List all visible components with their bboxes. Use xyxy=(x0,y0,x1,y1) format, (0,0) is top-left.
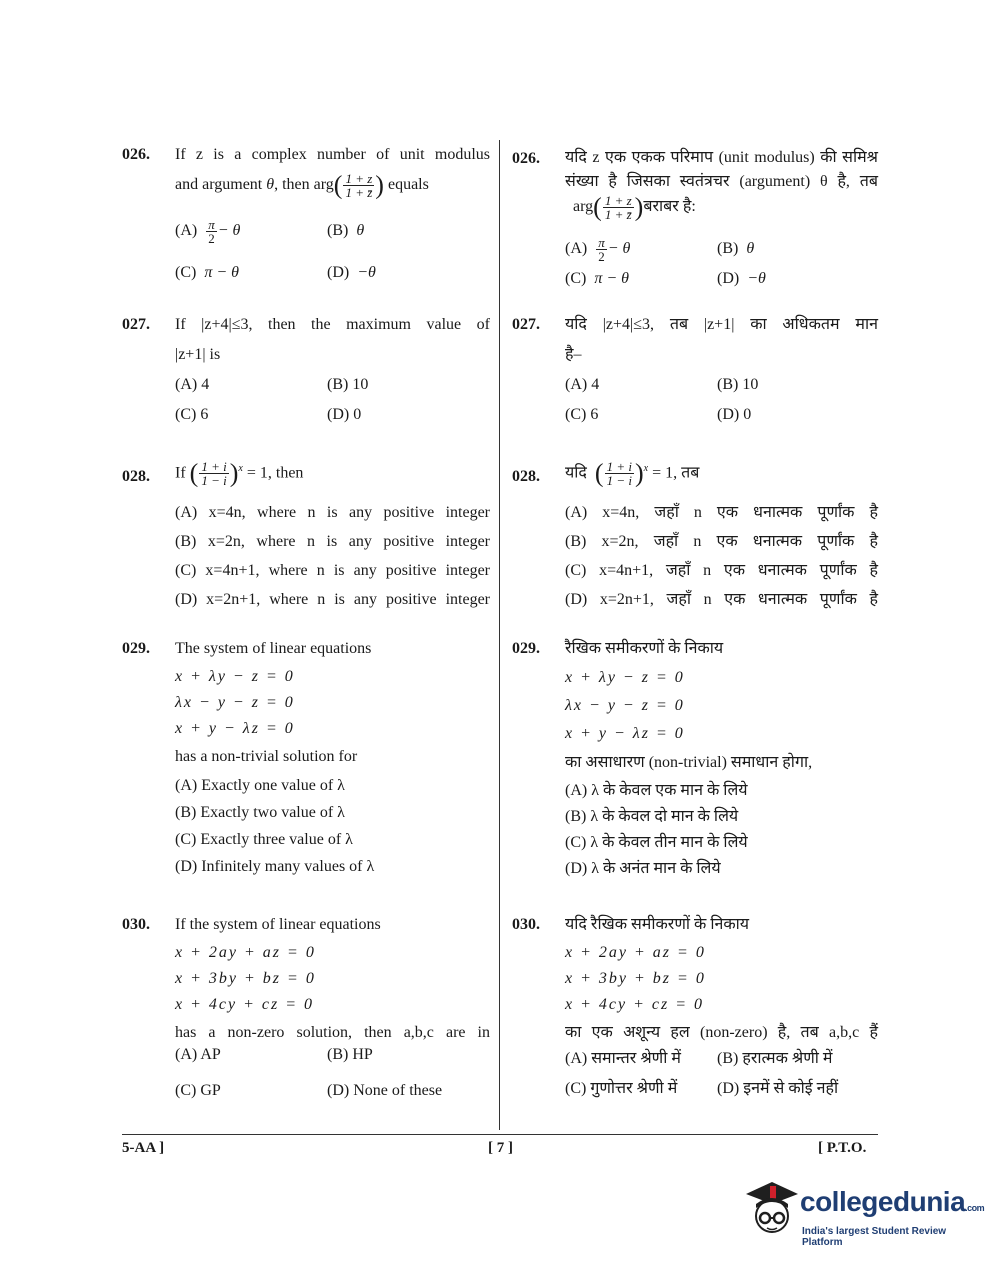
option-d: (D) Infinitely many values of λ xyxy=(175,858,375,875)
column-divider xyxy=(499,140,500,1130)
question-number: 027. xyxy=(122,316,150,333)
option-d: (D) x=2n+1, where n is any positive integer xyxy=(175,591,490,608)
option-a: (A) 4 xyxy=(565,376,600,393)
equation-1: x + λy − z = 0 xyxy=(565,669,685,686)
equation-1: x + λy − z = 0 xyxy=(175,668,295,685)
option-b: (B) 10 xyxy=(717,376,759,393)
option-d: (D) −θ xyxy=(327,264,376,281)
question-text: रैखिक समीकरणों के निकाय xyxy=(565,640,724,657)
question-text: If z is a complex number of unit modulus xyxy=(175,146,490,163)
hindi-column xyxy=(512,140,878,1130)
option-c: (C) λ के केवल तीन मान के लिये xyxy=(565,834,748,851)
collegedunia-logo xyxy=(742,1178,985,1248)
option-b: (B) λ के केवल दो मान के लिये xyxy=(565,808,739,825)
option-d: (D) 0 xyxy=(327,406,362,423)
english-column xyxy=(122,140,490,1130)
footer-page-number: [ 7 ] xyxy=(488,1140,513,1156)
question-text-2: has a non-trivial solution for xyxy=(175,748,358,765)
question-text-3: arg( $\frac{1 + z}{1 + z̄}$ )बराबर है: xyxy=(573,192,696,222)
option-a: (A) 4 xyxy=(175,376,210,393)
question-text: If the system of linear equations xyxy=(175,916,381,933)
footer-pto: [ P.T.O. xyxy=(818,1140,867,1156)
question-text: If |z+4|≤3, then the maximum value of xyxy=(175,316,490,333)
question-text-2: |z+1| is xyxy=(175,346,221,363)
option-d: (D) λ के अनंत मान के लिये xyxy=(565,860,721,877)
question-number: 029. xyxy=(122,640,150,657)
student-mascot-icon xyxy=(742,1178,802,1242)
logo-tagline: India's largest Student Review Platform xyxy=(802,1226,947,1248)
equation-3: x + 4cy + cz = 0 xyxy=(565,996,705,1013)
option-b: (B) Exactly two value of λ xyxy=(175,804,345,821)
option-c: (C) 6 xyxy=(565,406,599,423)
option-a: (A) x=4n, where n is any positive integer xyxy=(175,504,490,521)
option-c: (C) x=4n+1, where n is any positive integer xyxy=(175,562,490,579)
option-c: (C) π − θ xyxy=(565,270,629,287)
option-b: (B) θ xyxy=(717,240,755,257)
question-number: 027. xyxy=(512,316,540,333)
equation-2: x + 3by + bz = 0 xyxy=(175,970,316,987)
question-text-2: का एक अशून्य हल (non-zero) है, तब a,b,c हैं xyxy=(565,1024,878,1041)
question-text: If ( $\frac{1 + i}{1 - i}$ )$^x$ = 1, then xyxy=(175,458,304,489)
option-b: (B) HP xyxy=(327,1046,373,1063)
question-text: यदि ( $\frac{1 + i}{1 - i}$ )$^x$ = 1, तब xyxy=(565,458,700,489)
question-number: 026. xyxy=(512,150,540,167)
option-c: (C) 6 xyxy=(175,406,209,423)
equation-2: λx − y − z = 0 xyxy=(175,694,295,711)
option-d: (D) −θ xyxy=(717,270,766,287)
equation-3: x + y − λz = 0 xyxy=(565,725,685,742)
option-c: (C) GP xyxy=(175,1082,221,1099)
option-a: (A) x=4n, जहाँ n एक धनात्मक पूर्णांक है xyxy=(565,504,878,521)
question-text-2: has a non-zero solution, then a,b,c are in xyxy=(175,1024,490,1041)
option-c: (C) Exactly three value of λ xyxy=(175,831,353,848)
option-b: (B) x=2n, जहाँ n एक धनात्मक पूर्णांक है xyxy=(565,533,878,550)
equation-1: x + 2ay + az = 0 xyxy=(175,944,316,961)
option-b: (B) हरात्मक श्रेणी में xyxy=(717,1050,833,1067)
question-number: 030. xyxy=(512,916,540,933)
footer-rule xyxy=(122,1134,878,1135)
question-text-2: का असाधारण (non-trivial) समाधान होगा, xyxy=(565,754,813,771)
footer-paper-code: 5-AA ] xyxy=(122,1140,165,1156)
option-b: (B) θ xyxy=(327,222,365,239)
option-a: (A) AP xyxy=(175,1046,221,1063)
option-c: (C) π − θ xyxy=(175,264,239,281)
option-d: (D) 0 xyxy=(717,406,752,423)
question-text: यदि |z+4|≤3, तब |z+1| का अधिकतम मान xyxy=(565,316,878,333)
logo-wordmark: collegedunia.com xyxy=(800,1186,985,1217)
equation-2: λx − y − z = 0 xyxy=(565,697,685,714)
option-a: (A) λ के केवल एक मान के लिये xyxy=(565,782,748,799)
question-number: 026. xyxy=(122,146,150,163)
option-a: (A) $\frac{\pi}{2}$ − θ xyxy=(175,217,241,246)
question-number: 028. xyxy=(122,468,150,485)
question-text-2: संख्या है जिसका स्वतंत्रचर (argument) θ है, तब xyxy=(565,173,878,190)
question-text-2: and argument θ, then arg( $\frac{1 + z}{1 + z̄}$ ) equals xyxy=(175,170,429,200)
question-text: यदि रैखिक समीकरणों के निकाय xyxy=(565,916,750,933)
option-b: (B) 10 xyxy=(327,376,369,393)
option-d: (D) इनमें से कोई नहीं xyxy=(717,1080,839,1097)
equation-3: x + y − λz = 0 xyxy=(175,720,295,737)
question-number: 029. xyxy=(512,640,540,657)
option-d: (D) None of these xyxy=(327,1082,443,1099)
question-number: 028. xyxy=(512,468,540,485)
question-text: यदि z एक एकक परिमाप (unit modulus) की समिश्र xyxy=(565,149,878,166)
option-a: (A) समान्तर श्रेणी में xyxy=(565,1050,681,1067)
question-number: 030. xyxy=(122,916,150,933)
option-c: (C) गुणोत्तर श्रेणी में xyxy=(565,1080,678,1097)
fraction: $\frac{1 + z}{1 + z̄}$ xyxy=(345,170,373,200)
equation-2: x + 3by + bz = 0 xyxy=(565,970,706,987)
equation-1: x + 2ay + az = 0 xyxy=(565,944,706,961)
option-a: (A) Exactly one value of λ xyxy=(175,777,345,794)
equation-3: x + 4cy + cz = 0 xyxy=(175,996,315,1013)
option-b: (B) x=2n, where n is any positive integer xyxy=(175,533,490,550)
option-a: (A) $\frac{\pi}{2}$ − θ xyxy=(565,235,631,264)
option-d: (D) x=2n+1, जहाँ n एक धनात्मक पूर्णांक है xyxy=(565,591,878,608)
question-text: The system of linear equations xyxy=(175,640,372,657)
question-text-2: है– xyxy=(565,346,582,363)
option-c: (C) x=4n+1, जहाँ n एक धनात्मक पूर्णांक है xyxy=(565,562,878,579)
